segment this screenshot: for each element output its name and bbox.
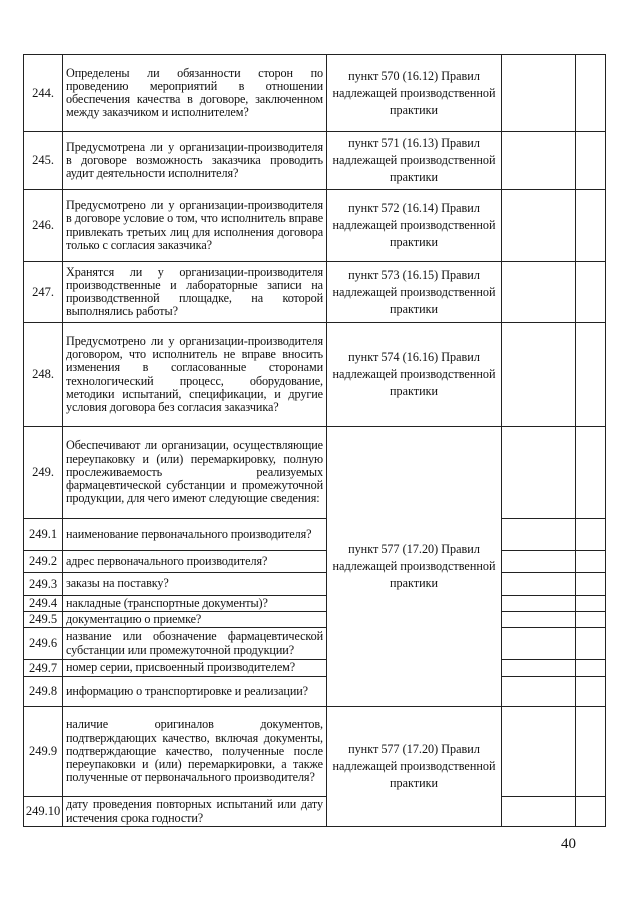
table-row [24,660,606,677]
note-cell [576,427,606,519]
table-row [24,707,606,797]
answer-cell [502,628,576,660]
table-row [24,573,606,596]
answer-cell [502,573,576,596]
row-number: 245. [24,132,63,190]
table-row [24,132,606,190]
question-text: адрес первоначального производителя? [63,551,327,573]
table-row [24,797,606,827]
question-text: документацию о приемке? [63,612,327,628]
row-number: 249.10 [24,797,63,827]
table-row [24,427,606,519]
table-row [24,323,606,427]
table-row [24,519,606,551]
row-number: 248. [24,323,63,427]
note-cell [576,132,606,190]
row-number: 249.4 [24,596,63,612]
question-text: накладные (транспортные документы)? [63,596,327,612]
note-cell [576,551,606,573]
question-text: Предусмотрена ли у организации-производителя в договоре возможность заказчика проводить аудит деятельности исполнителя? [63,132,327,190]
answer-cell [502,551,576,573]
question-text: номер серии, присвоенный производителем? [63,660,327,677]
question-text: Определены ли обязанности сторон по проведению мероприятий в отношении обеспечения качества в договоре, заключенном между заказчиком и исполнителем? [63,55,327,132]
question-text: наименование первоначального производителя? [63,519,327,551]
answer-cell [502,190,576,262]
question-text: Предусмотрено ли у организации-производителя в договоре условие о том, что исполнитель вправе привлекать третьих лиц для исполнения договора только с согласия заказчика? [63,190,327,262]
answer-cell [502,262,576,323]
table-row [24,55,606,132]
row-number: 244. [24,55,63,132]
note-cell [576,519,606,551]
note-cell [576,323,606,427]
table-row [24,677,606,707]
note-cell [576,573,606,596]
answer-cell [502,519,576,551]
row-number: 249.8 [24,677,63,707]
row-number: 246. [24,190,63,262]
answer-cell [502,427,576,519]
row-number: 249.2 [24,551,63,573]
answer-cell [502,323,576,427]
question-text: название или обозначение фармацевтической субстанции или промежуточной продукции? [63,628,327,660]
note-cell [576,628,606,660]
note-cell [576,190,606,262]
table-row [24,190,606,262]
table-row [24,612,606,628]
question-text: Хранятся ли у организации-производителя производственные и лабораторные записи на производственной площадке, на которой выполнялись работы? [63,262,327,323]
note-cell [576,677,606,707]
question-text: заказы на поставку? [63,573,327,596]
checklist-table [23,54,606,827]
question-text: наличие оригиналов документов, подтверждающих качество, включая документы, подтверждающие качество, полученные после переупаковки и (или) перемаркировки, а также полученные от первоначального производителя? [63,707,327,797]
note-cell [576,660,606,677]
answer-cell [502,612,576,628]
answer-cell [502,132,576,190]
table-row [24,551,606,573]
answer-cell [502,660,576,677]
reference-text: пункт 577 (17.20) Правил надлежащей производственной практики [327,707,502,827]
row-number: 249.9 [24,707,63,797]
page-number: 40 [561,836,576,852]
row-number: 249.1 [24,519,63,551]
answer-cell [502,55,576,132]
row-number: 247. [24,262,63,323]
note-cell [576,612,606,628]
table-row [24,262,606,323]
row-number: 249. [24,427,63,519]
note-cell [576,797,606,827]
question-text: Предусмотрено ли у организации-производителя договором, что исполнитель не вправе вносить изменения в согласованные сторонами технологический процесс, оборудование, методики испытаний, спецификации, и другие условия договора без согласия заказчика? [63,323,327,427]
table-row [24,628,606,660]
question-text: Обеспечивают ли организации, осуществляющие переупаковку и (или) перемаркировку, полную прослеживаемость реализуемых фармацевтической субстанции и промежуточной продукции, для чего имеют следующие сведения: [63,427,327,519]
reference-text: пункт 570 (16.12) Правил надлежащей производственной практики [327,55,502,132]
row-number: 249.3 [24,573,63,596]
note-cell [576,55,606,132]
row-number: 249.7 [24,660,63,677]
table-row [24,596,606,612]
reference-text: пункт 572 (16.14) Правил надлежащей производственной практики [327,190,502,262]
note-cell [576,707,606,797]
answer-cell [502,596,576,612]
question-text: информацию о транспортировке и реализации? [63,677,327,707]
note-cell [576,596,606,612]
note-cell [576,262,606,323]
reference-text: пункт 574 (16.16) Правил надлежащей производственной практики [327,323,502,427]
reference-text: пункт 571 (16.13) Правил надлежащей производственной практики [327,132,502,190]
row-number: 249.6 [24,628,63,660]
answer-cell [502,707,576,797]
answer-cell [502,677,576,707]
reference-text: пункт 573 (16.15) Правил надлежащей производственной практики [327,262,502,323]
answer-cell [502,797,576,827]
row-number: 249.5 [24,612,63,628]
reference-text-merged: пункт 577 (17.20) Правил надлежащей производственной практики [327,427,502,707]
question-text: дату проведения повторных испытаний или дату истечения срока годности? [63,797,327,827]
